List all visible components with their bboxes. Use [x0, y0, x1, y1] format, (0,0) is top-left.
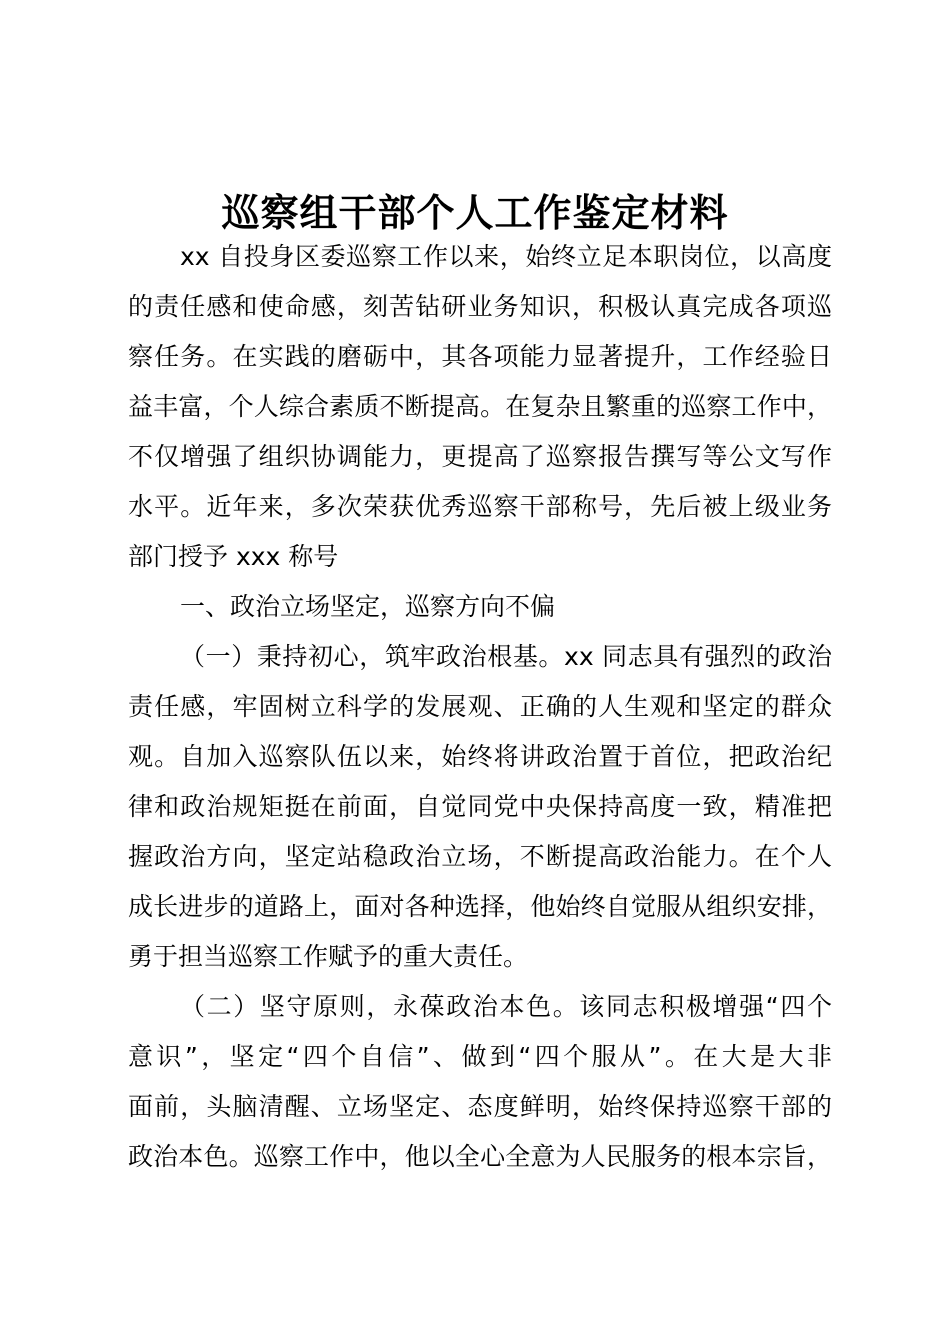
text-line: 勇于担当巡察工作赋予的重大责任。: [128, 942, 529, 971]
paragraph: [128, 982, 832, 1182]
text-line: xx 自投身区委巡察工作以来，始终立足本职岗位，以高度: [180, 242, 832, 271]
text-line: （一）秉持初心，筑牢政治根基。xx 同志具有强烈的政治: [180, 642, 832, 671]
text-line: 部门授予 xxx 称号: [128, 542, 339, 571]
text-line: 不仅增强了组织协调能力，更提高了巡察报告撰写等公文写作: [128, 442, 832, 471]
text-line: 握政治方向，坚定站稳政治立场，不断提高政治能力。在个人: [128, 842, 832, 871]
text-line: 水平。近年来，多次荣获优秀巡察干部称号，先后被上级业务: [128, 492, 832, 521]
document-title: 巡察组干部个人工作鉴定材料: [221, 190, 729, 235]
text-line: 政治本色。巡察工作中，他以全心全意为人民服务的根本宗旨，: [128, 1142, 832, 1171]
paragraph: [128, 632, 832, 982]
document-body: [128, 232, 832, 1182]
text-line: 一、政治立场坚定，巡察方向不偏: [180, 592, 556, 621]
text-line: 面前，头脑清醒、立场坚定、态度鲜明，始终保持巡察干部的: [128, 1092, 832, 1121]
text-line: 察任务。在实践的磨砺中，其各项能力显著提升，工作经验日: [128, 342, 832, 371]
text-line: 益丰富，个人综合素质不断提高。在复杂且繁重的巡察工作中，: [128, 392, 832, 421]
paragraph: [128, 232, 832, 582]
text-line: （二）坚守原则，永葆政治本色。该同志积极增强“四个: [180, 992, 832, 1021]
text-line: 的责任感和使命感，刻苦钻研业务知识，积极认真完成各项巡: [128, 292, 832, 321]
text-line: 成长进步的道路上，面对各种选择，他始终自觉服从组织安排，: [128, 892, 832, 921]
section-heading: [128, 582, 832, 632]
text-line: 律和政治规矩挺在前面，自觉同党中央保持高度一致，精准把: [128, 792, 832, 821]
text-line: 意识”，坚定“四个自信”、做到“四个服从”。在大是大非: [128, 1042, 832, 1071]
text-line: 观。自加入巡察队伍以来，始终将讲政治置于首位，把政治纪: [128, 742, 832, 771]
text-line: 责任感，牢固树立科学的发展观、正确的人生观和坚定的群众: [128, 692, 832, 721]
